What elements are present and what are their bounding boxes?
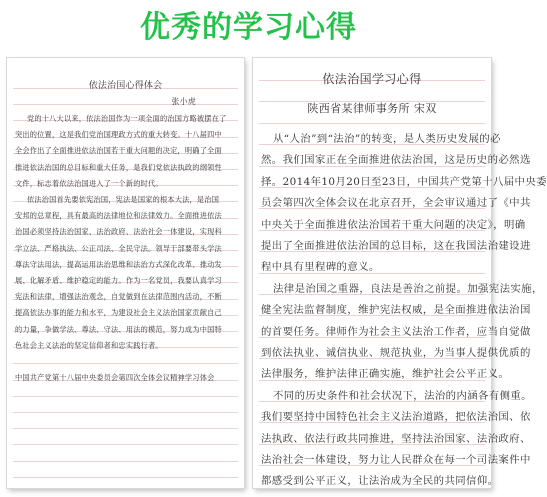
- handwritten-line: 法律是治国之重器，良法是善治之前提。加强宪法实施，: [273, 282, 543, 295]
- handwritten-line: 突出的位置，这是我们党治国理政方式的重大转变。十八届四中: [15, 130, 222, 140]
- handwritten-line: 从“人治”到“法治”的转变，是人类历史发展的必: [273, 133, 501, 145]
- handwritten-line: 不同的历史条件和社会状况下，法治的内涵各有侧重。: [273, 389, 532, 402]
- page-title: 依法治国学习心得: [322, 72, 422, 86]
- page-author: 陕西省某律师事务所 宋双: [307, 102, 437, 115]
- banner-title: 优秀的学习心得: [140, 10, 357, 45]
- ruled-line: [13, 363, 238, 364]
- handwritten-line: 党的十八大以来，依法治国作为一项全面的治国方略被摆在了: [27, 114, 227, 123]
- handwritten-line: 都感受到公平正义，让法治成为全民的共同信仰。: [261, 475, 499, 488]
- ruled-line: [13, 444, 238, 445]
- handwritten-line: 宪法和法律，增强法治观念，自觉做到在法律范围内活动，不断: [15, 292, 222, 302]
- handwritten-line: 择。2014年10月20日至23日，中国共产党第十八届中央委: [261, 175, 547, 188]
- ruled-line: [13, 461, 238, 462]
- handwritten-line: 推进依法治国的总目标和重大任务，是我们党依法执政的纲领性: [15, 162, 222, 172]
- handwritten-line: 员会第四次全体会议在北京召开，全会审议通过了《中共: [261, 197, 531, 210]
- handwritten-line: 治国必须坚持法治国家、法治政府、法治社会一体建设，实现科: [15, 227, 222, 237]
- left-page-lines: [13, 58, 238, 488]
- right-page-lines: [259, 58, 547, 488]
- handwritten-line: 健全宪法监督制度，维护宪法权威，是全面推进依法治国: [261, 304, 531, 317]
- handwritten-line: 尊法守法用法，提高运用法治思维和法治方式深化改革、推动发: [15, 259, 222, 269]
- handwritten-line: 色社会主义法治的坚定信仰者和忠实践行者。: [15, 340, 163, 350]
- handwritten-line: 然。我们国家正在全面推进依法治国，这是历史的必然选: [261, 154, 531, 167]
- handwritten-line: 的力量，争做学法、尊法、守法、用法的模范，努力成为中国特: [15, 324, 222, 334]
- ruled-line: [259, 123, 485, 124]
- handwritten-line: 中国共产党第十八届中央委员会第四次全体会议精神学习体会: [15, 373, 215, 383]
- handwritten-line: 法治社会一体建设，努力让人民群众在每一个司法案件中: [261, 454, 531, 466]
- handwritten-line: 中央关于全面推进依法治国若干重大问题的决定》，明确: [261, 218, 526, 231]
- handwritten-line: 依法治国首先要依宪治国，宪法是国家的根本大法，是治国: [27, 195, 220, 204]
- handwritten-line: 文件，标志着依法治国进入了一个新的时代。: [15, 178, 163, 188]
- handwritten-line: 法律服务，维护法律正确实施，维护社会公平正义。: [261, 368, 510, 381]
- handwritten-line: 提高依法办事的能力和水平，为建设社会主义法治国家贡献自己: [15, 308, 222, 318]
- handwritten-line: 的首要任务。律师作为社会主义法治工作者，应当自觉做: [261, 325, 531, 338]
- handwritten-line: 程中具有里程碑的意义。: [261, 261, 380, 274]
- ruled-line: [13, 396, 238, 397]
- ruled-line: [13, 428, 238, 429]
- right-handwritten-page: [253, 58, 547, 488]
- ruled-line: [13, 412, 238, 413]
- handwritten-line: 全会作出了全面推进依法治国若干重大问题的决定，明确了全面: [15, 146, 222, 156]
- handwritten-line: 提出了全面推进依法治国的总目标，这在我国法治建设进: [261, 240, 531, 252]
- handwritten-line: 到依法执业、诚信执业、规范执业，为当事人提供优质的: [261, 347, 531, 359]
- handwritten-line: 展、化解矛盾、维护稳定的能力。作为一名党员，我要认真学习: [15, 276, 222, 285]
- page-author: 张小虎: [171, 97, 196, 106]
- left-handwritten-page: [7, 58, 244, 488]
- handwritten-line: 法执政、依法行政共同推进，坚持法治国家、法治政府、: [261, 432, 531, 445]
- handwritten-line: 我们要坚持中国特色社会主义法治道路，把依法治国、依: [261, 411, 531, 424]
- page-title: 依法治国心得体会: [88, 81, 163, 91]
- ruled-line: [13, 477, 238, 478]
- handwritten-line: 安邦的总章程，具有最高的法律地位和法律效力。全面推进依法: [15, 211, 222, 221]
- handwritten-line: 学立法、严格执法、公正司法、全民守法。领导干部要带头学法: [15, 243, 222, 253]
